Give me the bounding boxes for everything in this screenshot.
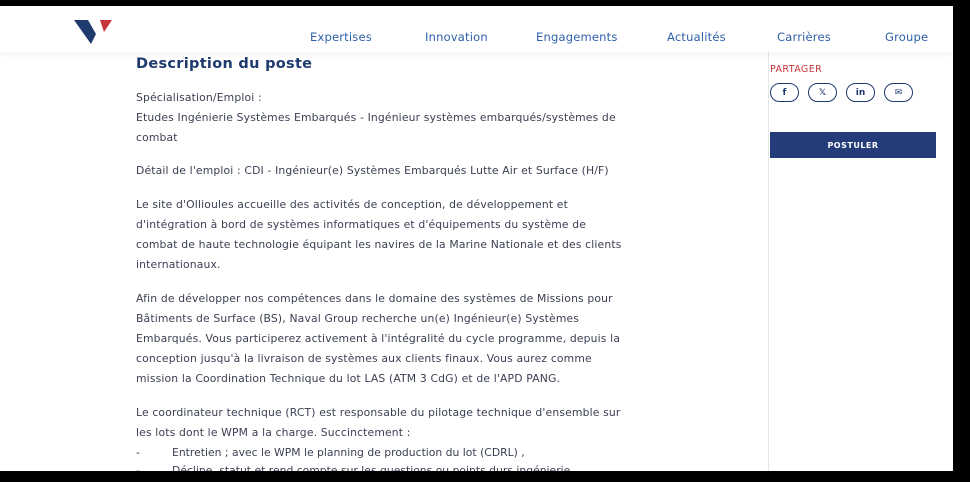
nav-engagements[interactable]: Engagements (536, 30, 618, 44)
linkedin-share-button[interactable] (846, 83, 875, 102)
paragraph-line: d'intégration à bord de systèmes informatiques et d'équipements du système de (136, 218, 587, 231)
job-detail: Détail de l'emploi : CDI - Ingénieur(e) Systèmes Embarqués Lutte Air et Surface (H/F) (136, 164, 609, 177)
paragraph-site (136, 195, 716, 275)
screen-border-bottom (0, 471, 970, 482)
paragraph-rct (136, 403, 716, 443)
facebook-icon: f (782, 87, 787, 98)
nav-actualites[interactable]: Actualités (667, 30, 726, 44)
linkedin-icon: in (855, 87, 866, 98)
list-text: Entretien ; avec le WPM le planning de production du lot (CDRL) , (172, 446, 525, 459)
paragraph-line: internationaux. (136, 258, 221, 271)
sidebar-divider (768, 52, 769, 471)
job-content (0, 52, 953, 471)
paragraph-line: Le coordinateur technique (RCT) est responsable du pilotage technique d'ensemble sur (136, 406, 621, 419)
paragraph-line: Afin de développer nos compétences dans le domaine des systèmes de Missions pour (136, 292, 613, 305)
paragraph-mission (136, 289, 716, 389)
nav-expertises[interactable]: Expertises (310, 30, 372, 44)
paragraph-line: mission la Coordination Technique du lot LAS (ATM 3 CdG) et de l'APD PANG. (136, 372, 561, 385)
x-icon: 𝕏 (818, 87, 827, 98)
paragraph-line: conception jusqu'à la livraison de systèmes aux clients finaux. Vous aurez comme (136, 352, 592, 365)
specialisation-block (136, 88, 716, 148)
specialisation-line: Etudes Ingénierie Systèmes Embarqués - Ingénieur systèmes embarqués/systèmes de (136, 111, 616, 124)
screen-border-right (953, 0, 970, 482)
nav-carrieres[interactable]: Carrières (777, 30, 831, 44)
paragraph-line: Le site d'Ollioules accueille des activités de conception, de développement et (136, 198, 568, 211)
detail-block (136, 161, 716, 181)
email-icon: ✉ (894, 87, 903, 98)
paragraph-line: les lots dont le WPM a la charge. Succinctement : (136, 426, 411, 439)
facebook-share-button[interactable] (770, 83, 799, 102)
paragraph-line: Embarqués. Vous participerez activement à l'intégralité du cycle programme, depuis la (136, 332, 621, 345)
section-title: Description du poste (136, 56, 313, 72)
nav-groupe[interactable]: Groupe (885, 30, 929, 44)
list-dash: - (136, 446, 140, 459)
email-share-button[interactable] (884, 83, 913, 102)
apply-button[interactable]: POSTULER (770, 132, 936, 158)
paragraph-line: combat de haute technologie équipant les navires de la Marine Nationale et des clients (136, 238, 622, 251)
site-header (0, 6, 953, 52)
x-share-button[interactable] (808, 83, 837, 102)
specialisation-line: combat (136, 131, 178, 144)
naval-group-logo[interactable] (74, 20, 112, 44)
specialisation-label: Spécialisation/Emploi : (136, 91, 262, 104)
share-label: PARTAGER (770, 64, 823, 75)
paragraph-line: Bâtiments de Surface (BS), Naval Group recherche un(e) Ingénieur(e) Systèmes (136, 312, 580, 325)
nav-innovation[interactable]: Innovation (425, 30, 488, 44)
